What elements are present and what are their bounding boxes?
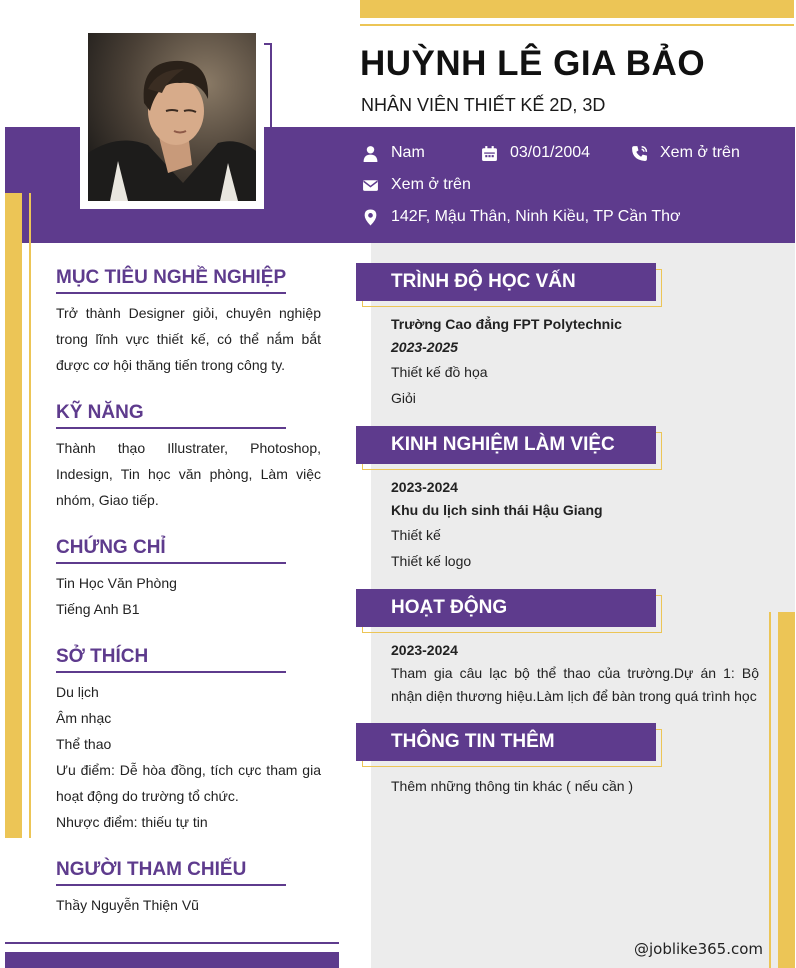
references-title: NGƯỜI THAM CHIẾU [56,859,286,886]
location-pin-icon [361,208,379,226]
left-gold-line [29,193,31,838]
list-item: Ưu điểm: Dễ hòa đồng, tích cực tham gia hoạt động do trường tổ chức. [56,762,321,804]
experience-title: KINH NGHIỆM LÀM VIỆC [356,426,656,464]
experience-block [391,476,763,574]
right-gold-line [769,612,771,968]
activities-period: 2023-2024 [391,642,458,658]
user-icon [361,144,379,162]
email-value: Xem ở trên [391,176,471,193]
objective-text: Trở thành Designer giỏi, chuyên nghiệp trong lĩnh vực thiết kế, có thể nắm bắt được cơ hội thăng tiến trong công ty. [56,305,321,373]
extra-text: Thêm những thông tin khác ( nếu cần ) [391,778,634,794]
activities-title: HOẠT ĐỘNG [356,589,656,627]
list-item: Tin Học Văn Phòng [56,575,177,591]
right-gold-bar [778,612,795,968]
activities-block [391,639,759,708]
top-gold-line [360,24,794,26]
list-item: Âm nhạc [56,710,112,726]
activities-text: Tham gia câu lạc bộ thể thao của trường.Dự án 1: Bộ nhận diện thương hiệu.Làm lịch để bàn trong quá trình học [391,665,759,704]
objective-title: MỤC TIÊU NGHỀ NGHIỆP [56,267,286,294]
hobbies-title: SỞ THÍCH [56,646,286,673]
watermark: @joblike365.com [634,940,764,958]
envelope-icon [361,176,379,194]
experience-period: 2023-2024 [391,479,458,495]
education-school: Trường Cao đẳng FPT Polytechnic [391,316,622,332]
certificates-title: CHỨNG CHỈ [56,537,286,564]
phone-value: Xem ở trên [660,144,740,161]
job-title: NHÂN VIÊN THIẾT KẾ 2D, 3D [361,95,606,115]
birthday-value: 03/01/2004 [510,144,591,161]
hobbies-list [56,679,321,835]
skills-title: KỸ NĂNG [56,402,286,429]
bottom-purple-bar [5,952,339,968]
list-item: Tiếng Anh B1 [56,601,140,617]
list-item: Du lịch [56,684,99,700]
contact-phone [630,144,740,162]
gender-value: Nam [391,144,425,161]
education-major: Thiết kế đồ họa [391,364,488,380]
education-title: TRÌNH ĐỘ HỌC VẤN [356,263,656,301]
contact-birthday [480,144,590,162]
references-list [56,892,321,918]
contact-gender [361,144,425,162]
education-block [391,313,763,411]
phone-icon [630,144,648,162]
certificates-list [56,570,321,622]
contact-address [361,208,680,226]
portrait-image [88,33,256,201]
top-gold-bar [360,0,794,18]
experience-company: Khu du lịch sinh thái Hậu Giang [391,502,603,518]
education-period: 2023-2025 [391,339,458,355]
experience-line: Thiết kế logo [391,553,472,569]
left-gold-bar [5,193,22,838]
extra-block [391,775,763,798]
profile-photo [88,33,256,201]
calendar-icon [480,144,498,162]
bottom-purple-line [5,942,339,944]
skills-text: Thành thạo Illustrater, Photoshop, Indesign, Tin học văn phòng, Làm việc nhóm, Giao tiếp. [56,440,321,508]
address-value: 142F, Mậu Thân, Ninh Kiều, TP Cần Thơ [391,208,681,225]
experience-line: Thiết kế [391,527,441,543]
list-item: Thể thao [56,736,112,752]
list-item: Nhược điểm: thiếu tự tin [56,814,208,830]
candidate-name: HUỲNH LÊ GIA BẢO [360,44,706,83]
list-item: Thầy Nguyễn Thiện Vũ [56,897,199,913]
contact-email [361,176,471,194]
education-grade: Giỏi [391,390,416,406]
extra-title: THÔNG TIN THÊM [356,723,656,761]
